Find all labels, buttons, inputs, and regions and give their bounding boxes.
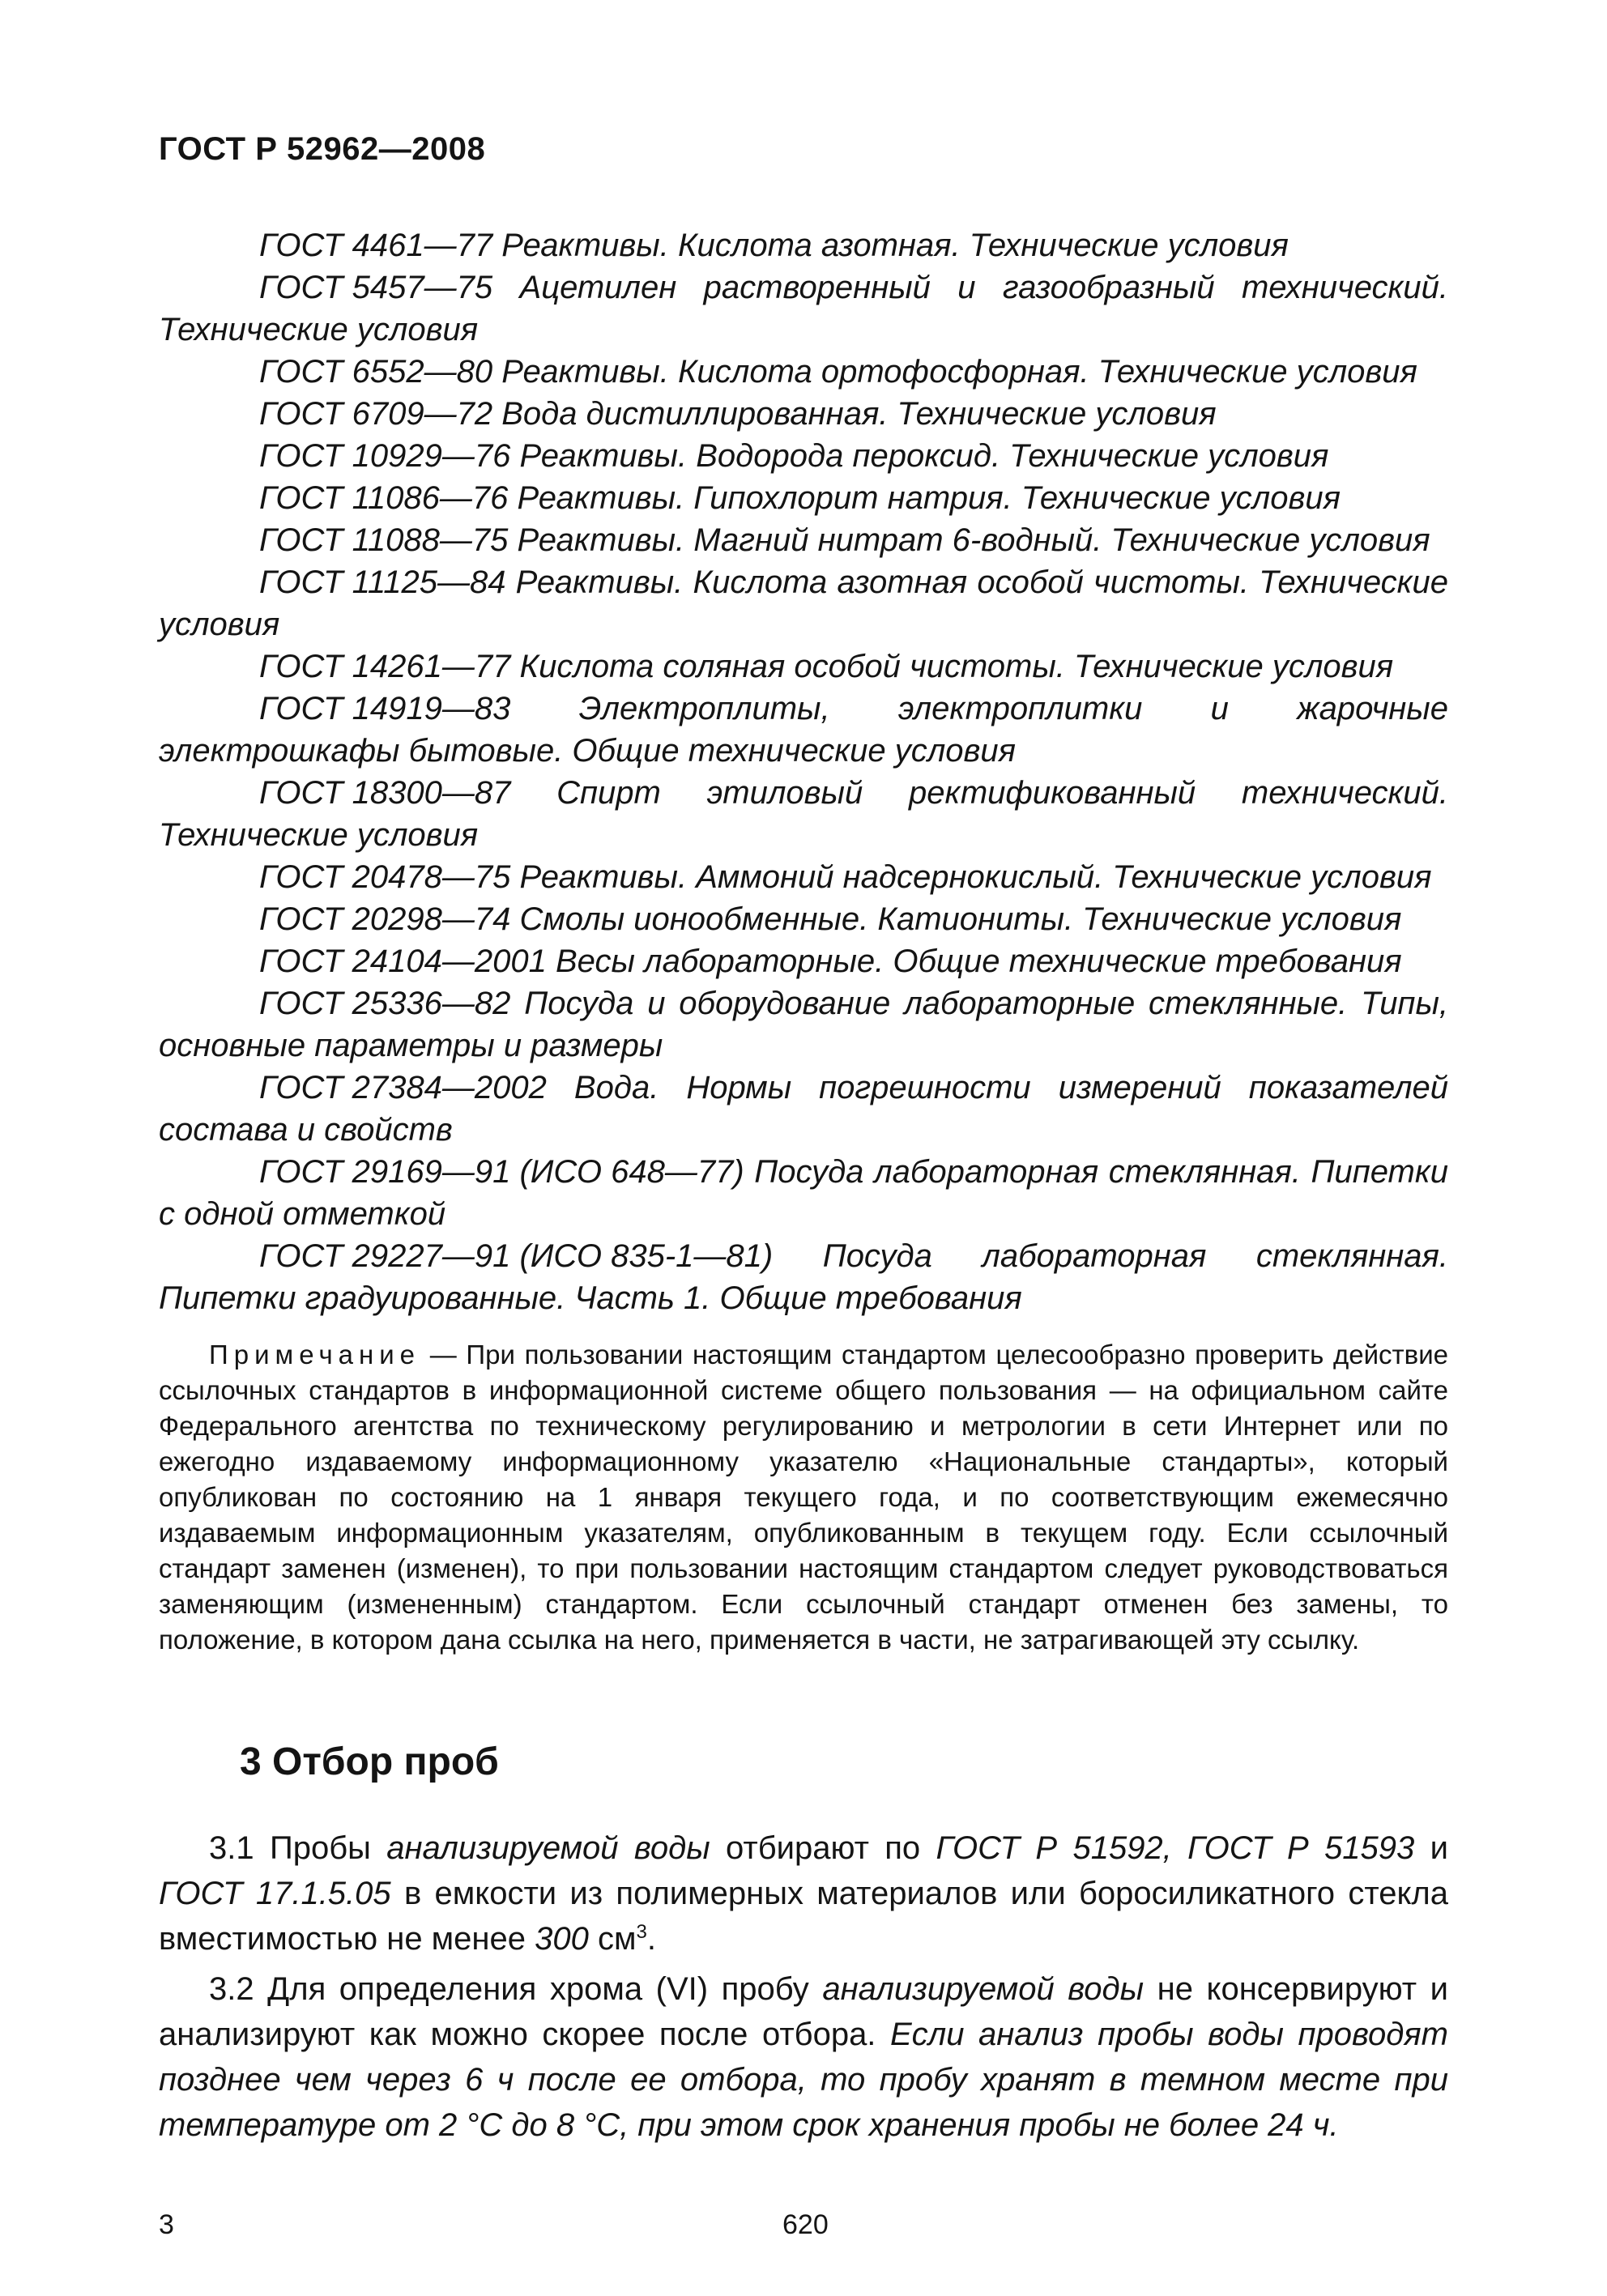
italic-run: 300 <box>535 1921 589 1957</box>
reference-code: ГОСТ 4461—77 <box>259 228 493 263</box>
reference-title: Реактивы. Водорода пероксид. Технические условия <box>519 438 1329 474</box>
reference-item <box>159 688 1448 772</box>
reference-code: ГОСТ 20478—75 <box>259 859 511 895</box>
reference-code: ГОСТ 20298—74 <box>259 901 511 937</box>
reference-item <box>159 351 1448 393</box>
reference-title: Посуда лабораторная стеклянная. Пипетки с одной отметкой <box>159 1154 1448 1232</box>
section-title: 3 Отбор проб <box>240 1740 499 1783</box>
reference-item <box>159 898 1448 940</box>
reference-title: Ацетилен растворенный и газообразный технический. Технические условия <box>159 270 1448 347</box>
reference-item <box>159 519 1448 561</box>
text-run: не консервируют и анализируют как можно скорее после отбора. <box>159 1971 1449 2052</box>
reference-code: ГОСТ 10929—76 <box>259 438 511 474</box>
reference-code: ГОСТ 11086—76 <box>259 480 509 516</box>
document-header: ГОСТ Р 52962—2008 <box>159 131 486 167</box>
reference-code: ГОСТ 14919—83 <box>259 691 511 726</box>
reference-code: ГОСТ 14261—77 <box>259 649 511 684</box>
reference-item <box>159 856 1448 898</box>
note-label: Примечание <box>209 1340 421 1370</box>
reference-item <box>159 561 1448 645</box>
reference-title: Смолы ионообменные. Катиониты. Технические условия <box>519 901 1402 937</box>
text-run: в емкости из полимерных материалов или боросиликатного стекла вместимостью не менее <box>159 1876 1448 1957</box>
reference-item <box>159 645 1448 688</box>
reference-item <box>159 1235 1448 1319</box>
reference-code: ГОСТ 6709—72 <box>259 396 493 432</box>
reference-code: ГОСТ 27384—2002 <box>259 1070 547 1105</box>
italic-run: ГОСТ Р 51592, ГОСТ Р 51593 <box>936 1830 1415 1866</box>
reference-code: ГОСТ 29169—91 (ИСО 648—77) <box>259 1154 744 1190</box>
reference-code: ГОСТ 18300—87 <box>259 775 511 811</box>
reference-code: ГОСТ 11088—75 <box>259 522 509 558</box>
reference-item <box>159 940 1448 982</box>
reference-title: Кислота соляная особой чистоты. Технические условия <box>519 649 1394 684</box>
reference-title: Вода. Нормы погрешности измерений показателей состава и свойств <box>159 1070 1448 1148</box>
reference-title: Посуда лабораторная стеклянная. Пипетки градуированные. Часть 1. Общие требования <box>159 1238 1448 1316</box>
italic-run: анализируемой воды <box>822 1971 1145 2007</box>
reference-code: ГОСТ 6552—80 <box>259 354 493 390</box>
page-number: 3 <box>159 2209 174 2240</box>
italic-run: анализируемой воды <box>386 1830 710 1866</box>
text-run: и <box>1414 1830 1448 1866</box>
text-run: 3.1 Пробы <box>209 1830 387 1866</box>
note-paragraph <box>159 1337 1448 1658</box>
note-text: — При пользовании настоящим стандартом целесообразно проверить действие ссылочных стандартов в информационной системе общего пользования — на официальном сайте Федерального агентства по техническому регулированию и метрологии в сети Интернет или по ежегодно издаваемому информационному указателю «Национальные стандарты», который опубликован по состоянию на 1 января текущего года, и по соответствующим ежемесячно издаваемым информационным указателям, опубликованным в текущем году. Если ссылочный стандарт заменен (изменен), то при пользовании настоящим стандартом следует руководствоваться заменяющим (измененным) стандартом. Если ссылочный стандарт отменен без замены, то положение, в котором дана ссылка на него, применяется в части, не затрагивающей эту ссылку. <box>159 1340 1448 1655</box>
reference-title: Реактивы. Аммоний надсернокислый. Технические условия <box>519 859 1432 895</box>
reference-item <box>159 1067 1448 1151</box>
reference-item <box>159 435 1448 477</box>
reference-item <box>159 266 1448 351</box>
reference-title: Вода дистиллированная. Технические условия <box>501 396 1217 432</box>
reference-title: Электроплиты, электроплитки и жарочные электрошкафы бытовые. Общие технические условия <box>159 691 1448 769</box>
reference-item <box>159 1151 1448 1235</box>
reference-title: Реактивы. Кислота азотная. Технические условия <box>501 228 1289 263</box>
reference-title: Посуда и оборудование лабораторные стеклянные. Типы, основные параметры и размеры <box>159 986 1448 1063</box>
paragraph-3-2 <box>159 1966 1448 2148</box>
reference-title: Спирт этиловый ректификованный технический. Технические условия <box>159 775 1448 853</box>
normative-references-list <box>159 224 1448 1319</box>
text-run: отбирают по <box>710 1830 936 1866</box>
italic-run: Если анализ пробы воды проводят позднее чем через 6 ч после ее отбора, то пробу хранят в темном месте при температуре от 2 °С до 8 °С, при этом срок хранения пробы не более 24 ч. <box>159 2017 1448 2143</box>
text-run: . <box>646 1921 656 1957</box>
reference-title: Весы лабораторные. Общие технические требования <box>556 944 1402 979</box>
reference-code: ГОСТ 5457—75 <box>259 270 493 305</box>
reference-title: Реактивы. Гипохлорит натрия. Технические условия <box>517 480 1341 516</box>
reference-title: Реактивы. Магний нитрат 6-водный. Технические условия <box>517 522 1430 558</box>
reference-code: ГОСТ 29227—91 (ИСО 835-1—81) <box>259 1238 774 1274</box>
reference-title: Реактивы. Кислота ортофосфорная. Технические условия <box>501 354 1417 390</box>
italic-run: ГОСТ 17.1.5.05 <box>159 1876 391 1911</box>
reference-item <box>159 982 1448 1067</box>
reference-code: ГОСТ 24104—2001 <box>259 944 547 979</box>
sheet-number: 620 <box>782 2209 829 2240</box>
paragraph-3-1 <box>159 1825 1448 1962</box>
reference-item <box>159 393 1448 435</box>
section-body <box>159 1825 1448 2153</box>
reference-item <box>159 772 1448 856</box>
text-run: 3.2 Для определения хрома (VI) пробу <box>209 1971 823 2007</box>
reference-title: Реактивы. Кислота азотная особой чистоты. Технические условия <box>159 564 1448 642</box>
text-run: см <box>588 1921 637 1957</box>
reference-item <box>159 224 1448 266</box>
reference-code: ГОСТ 11125—84 <box>259 564 506 600</box>
reference-code: ГОСТ 25336—82 <box>259 986 511 1021</box>
reference-item <box>159 477 1448 519</box>
superscript: 3 <box>636 1921 647 1943</box>
